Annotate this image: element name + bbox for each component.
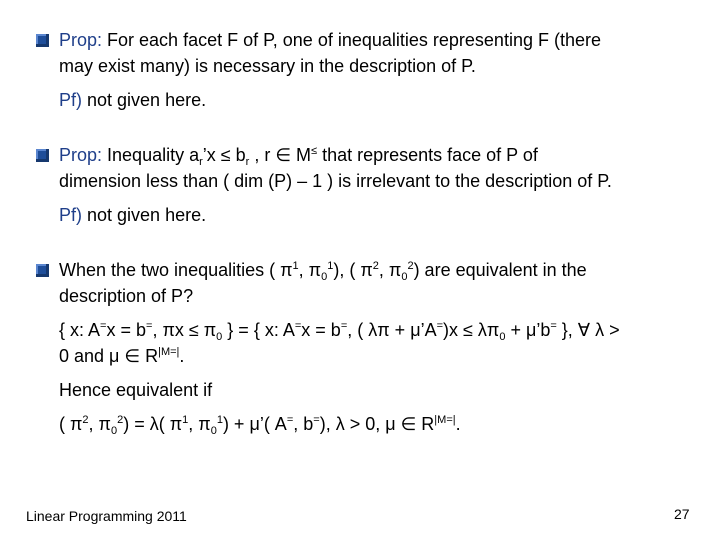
square-bullet-icon <box>36 149 49 162</box>
text: . <box>455 414 461 434</box>
subscript: 0 <box>499 331 506 343</box>
superscript: = <box>286 414 294 426</box>
text: . <box>179 346 185 366</box>
bullet-2-text-a: Inequality a <box>102 145 200 165</box>
bullet-3-line-4 <box>36 343 696 369</box>
subscript: 0 <box>401 271 408 283</box>
superscript: = <box>294 320 302 332</box>
bullet-2-line-2: dimension less than ( dim (P) – 1 ) is irrelevant to the description of P. <box>59 171 612 191</box>
superscript-le: ≤ <box>311 145 318 157</box>
text: { x: A <box>59 320 101 340</box>
superscript: = <box>313 414 320 426</box>
pf-label: Pf) <box>59 205 83 225</box>
prop-label: Prop: <box>59 30 103 50</box>
superscript: 2 <box>82 414 89 426</box>
bullet-3-line-1 <box>36 257 696 283</box>
superscript: = <box>340 320 348 332</box>
subscript-r: r <box>245 156 250 168</box>
bullet-3-line-6 <box>36 411 696 437</box>
superscript: |M=| <box>158 346 180 358</box>
text: , ( λπ + μ’A <box>347 320 437 340</box>
text: + μ’b <box>505 320 551 340</box>
footer-course-title: Linear Programming 2011 <box>26 508 187 524</box>
subscript: 0 <box>321 271 328 283</box>
text: , b <box>293 414 314 434</box>
square-bullet-icon <box>36 264 49 277</box>
text: ) + μ’( A <box>222 414 287 434</box>
text: x = b <box>106 320 146 340</box>
superscript: 1 <box>327 260 334 272</box>
pf-label: Pf) <box>59 90 83 110</box>
subscript: 0 <box>210 425 217 437</box>
superscript: 2 <box>117 414 124 426</box>
bullet-1-text: For each facet F of P, one of inequalities representing F (there <box>102 30 601 50</box>
text: } = { x: A <box>222 320 295 340</box>
bullet-2-text-d: that represents face of P of <box>317 145 538 165</box>
bullet-2-line-1 <box>36 142 696 168</box>
text: When the two inequalities ( π <box>59 260 293 280</box>
text: x = b <box>301 320 341 340</box>
text: , π <box>298 260 322 280</box>
text: , π <box>378 260 402 280</box>
superscript: = <box>146 320 153 332</box>
subscript: 0 <box>216 331 223 343</box>
text: ), λ > 0, μ ∈ R <box>319 414 435 434</box>
pf-text: not given here. <box>82 205 207 225</box>
bullet-2-text-b: ’x ≤ b <box>202 145 246 165</box>
bullet-2-proof <box>36 202 696 228</box>
superscript: 1 <box>216 414 223 426</box>
superscript: = <box>550 320 557 332</box>
superscript: 2 <box>372 260 379 272</box>
pf-text: not given here. <box>82 90 207 110</box>
subscript-r: r <box>199 156 203 168</box>
bullet-block-2 <box>36 142 696 228</box>
text: ), ( π <box>333 260 373 280</box>
bullet-3-line-5: Hence equivalent if <box>59 380 213 400</box>
superscript: |M=| <box>434 414 456 426</box>
bullet-1-line-2: may exist many) is necessary in the description of P. <box>59 56 476 76</box>
bullet-1-proof <box>36 87 696 113</box>
text: , π <box>88 414 111 434</box>
bullet-block-1 <box>36 27 696 113</box>
text: ( π <box>59 414 83 434</box>
text: 0 and μ ∈ R <box>59 346 159 366</box>
superscript: 1 <box>182 414 189 426</box>
subscript: 0 <box>110 425 118 437</box>
text: ) are equivalent in the <box>413 260 587 280</box>
superscript: = <box>436 320 444 332</box>
prop-label: Prop: <box>59 145 103 165</box>
bullet-3-line-2: description of P? <box>59 286 194 306</box>
bullet-block-3 <box>36 257 696 437</box>
bullet-3-line-3 <box>36 317 696 343</box>
square-bullet-icon <box>36 34 49 47</box>
bullet-1-line-1 <box>36 27 696 53</box>
text: , π <box>188 414 211 434</box>
superscript: = <box>100 320 107 332</box>
text: }, ∀ λ > <box>556 320 620 340</box>
text: ) = λ( π <box>123 414 183 434</box>
bullet-2-text-c: , r ∈ M <box>249 145 312 165</box>
text: )x ≤ λπ <box>443 320 500 340</box>
superscript: 1 <box>292 260 299 272</box>
superscript: 2 <box>407 260 414 272</box>
page-number: 27 <box>674 506 690 522</box>
text: , πx ≤ π <box>152 320 217 340</box>
